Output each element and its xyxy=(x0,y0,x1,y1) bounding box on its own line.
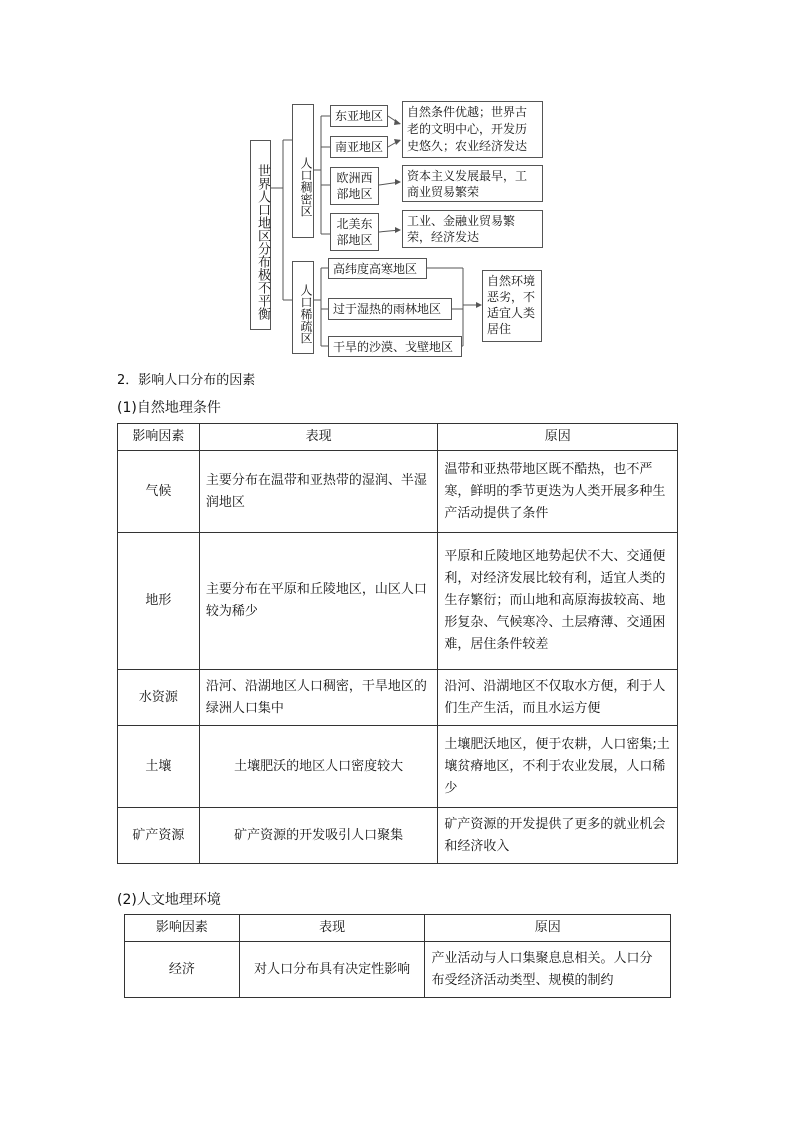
cell-factor: 地形 xyxy=(118,533,200,670)
header-factor: 影响因素 xyxy=(125,915,240,942)
natural-heading: (1)自然地理条件 xyxy=(117,400,221,416)
cell-manifestation: 主要分布在温带和亚热带的湿润、半湿润地区 xyxy=(199,451,438,533)
cell-reason: 温带和亚热带地区既不酷热，也不严寒，鲜明的季节更迭为人类开展多种生产活动提供了条件 xyxy=(438,451,678,533)
cell-manifestation: 沿河、沿湖地区人口稠密，干旱地区的绿洲人口集中 xyxy=(199,670,438,726)
cell-factor: 气候 xyxy=(118,451,200,533)
reason-north-america: 工业、金融业贸易繁荣，经济发达 xyxy=(402,210,543,248)
sparse-reason: 自然环境恶劣，不适宜人类居住 xyxy=(482,270,542,342)
cell-reason: 矿产资源的开发提供了更多的就业机会和经济收入 xyxy=(438,808,678,864)
cell-reason: 沿河、沿湖地区不仅取水方便，利于人们生产生活，而且水运方便 xyxy=(438,670,678,726)
cell-manifestation: 对人口分布具有决定性影响 xyxy=(239,942,425,998)
section-heading: 2．影响人口分布的因素 xyxy=(117,373,256,388)
cell-manifestation: 土壤肥沃的地区人口密度较大 xyxy=(199,726,438,808)
dense-area-label: 人口稠密区 xyxy=(292,104,314,238)
sparse-high-latitude: 高纬度高寒地区 xyxy=(328,258,427,279)
cell-reason: 土壤肥沃地区，便于农耕，人口密集;土壤贫瘠地区，不利于农业发展，人口稀少 xyxy=(438,726,678,808)
table-row xyxy=(118,726,678,808)
cell-factor: 土壤 xyxy=(118,726,200,808)
header-reason: 原因 xyxy=(438,424,678,451)
cell-reason: 平原和丘陵地区地势起伏不大、交通便利，对经济发展比较有利，适宜人类的生存繁衍；而山地和高原海拔较高、地形复杂、气候寒冷、土层瘠薄、交通困难，居住条件较差 xyxy=(438,533,678,670)
region-eastern-north-america: 北美东部地区 xyxy=(330,213,379,251)
sparse-rainforest: 过于湿热的雨林地区 xyxy=(328,298,452,320)
reason-asia: 自然条件优越；世界古老的文明中心，开发历史悠久；农业经济发达 xyxy=(402,101,543,158)
header-reason: 原因 xyxy=(425,915,671,942)
region-south-asia: 南亚地区 xyxy=(330,136,388,158)
header-factor: 影响因素 xyxy=(118,424,200,451)
table-row xyxy=(118,808,678,864)
cell-reason: 产业活动与人口集聚息息相关。人口分布受经济活动类型、规模的制约 xyxy=(425,942,671,998)
sparse-area-label: 人口稀疏区 xyxy=(292,261,314,354)
table-header-row xyxy=(118,424,678,451)
human-heading: (2)人文地理环境 xyxy=(117,892,221,908)
cell-factor: 水资源 xyxy=(118,670,200,726)
cell-manifestation: 主要分布在平原和丘陵地区，山区人口较为稀少 xyxy=(199,533,438,670)
cell-manifestation: 矿产资源的开发吸引人口聚集 xyxy=(199,808,438,864)
table-row xyxy=(118,451,678,533)
table-row xyxy=(125,942,671,998)
diagram-root: 世界人口地区分布极不平衡 xyxy=(250,140,271,330)
table-row xyxy=(118,670,678,726)
sparse-desert: 干旱的沙漠、戈壁地区 xyxy=(328,336,462,357)
reason-europe: 资本主义发展最早，工商业贸易繁荣 xyxy=(402,165,543,202)
region-western-europe: 欧洲西部地区 xyxy=(330,167,379,205)
table-row xyxy=(118,533,678,670)
header-manifestation: 表现 xyxy=(199,424,438,451)
cell-factor: 经济 xyxy=(125,942,240,998)
human-factors-table xyxy=(124,914,671,998)
natural-factors-table xyxy=(117,423,678,864)
table-header-row xyxy=(125,915,671,942)
header-manifestation: 表现 xyxy=(239,915,425,942)
region-east-asia: 东亚地区 xyxy=(330,105,388,127)
cell-factor: 矿产资源 xyxy=(118,808,200,864)
